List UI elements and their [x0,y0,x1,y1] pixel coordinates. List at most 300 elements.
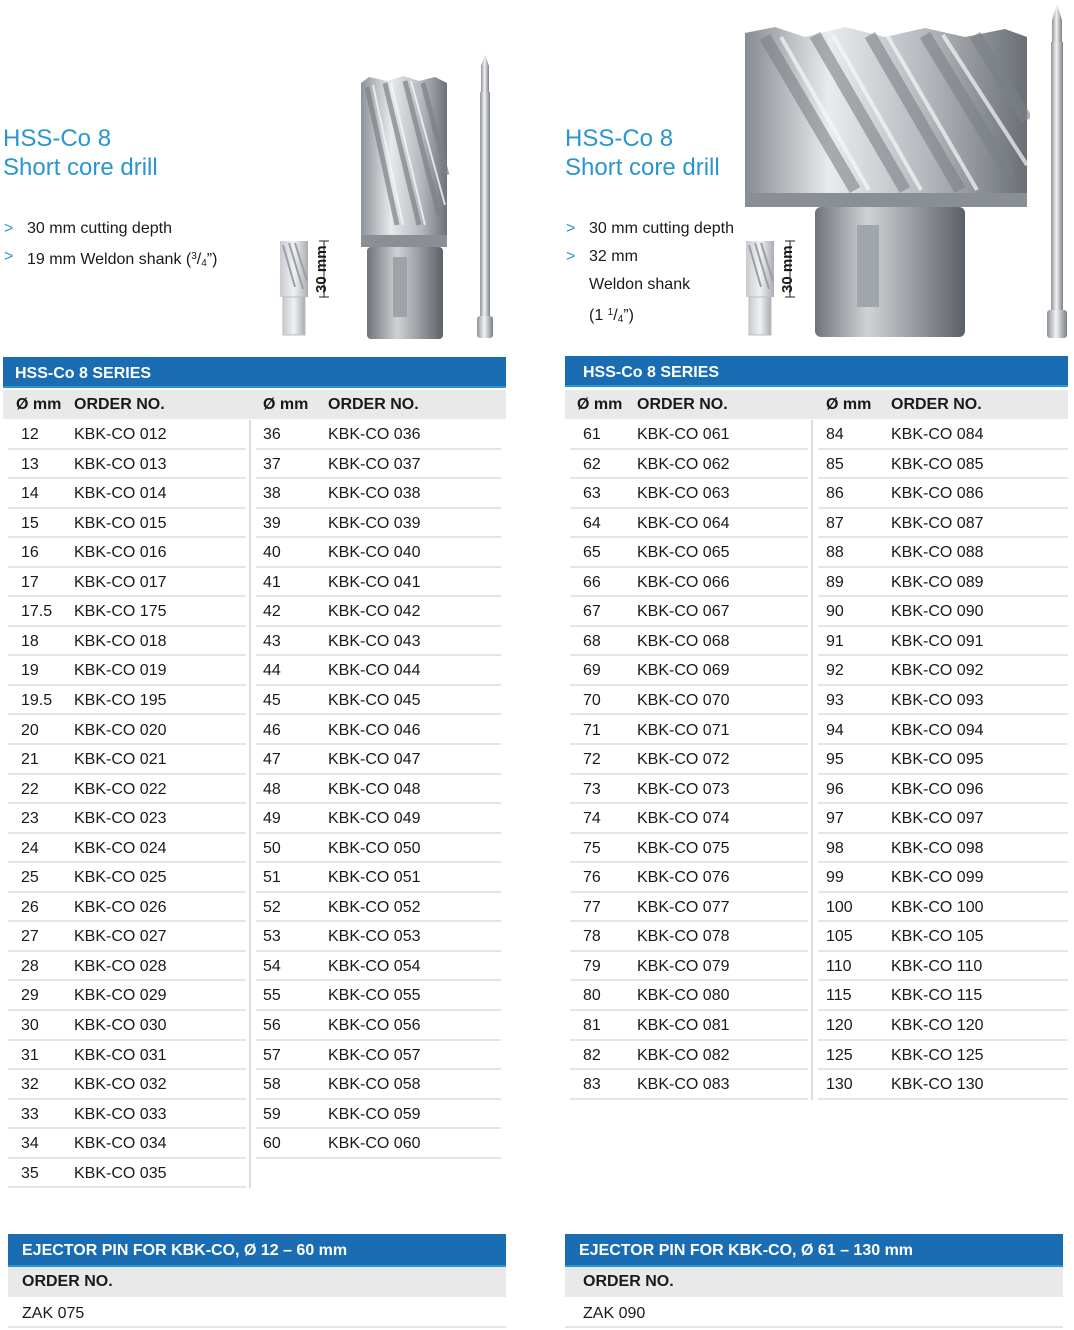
feature-text-part: 19 mm Weldon shank ( [27,251,192,268]
table-row [251,597,501,627]
fraction-numerator: 3 [191,251,197,262]
order-no-cell: KBK-CO 023 [74,810,167,828]
table-row [565,1041,808,1071]
diameter-cell: 32 [21,1076,39,1094]
table-row [813,981,1068,1011]
feature-item [565,215,734,243]
table-row [813,775,1068,805]
diameter-cell: 37 [263,455,281,473]
diameter-cell: 60 [263,1135,281,1153]
diameter-cell: 96 [826,780,844,798]
order-no-cell: KBK-CO 120 [891,1017,984,1034]
order-no-cell: KBK-CO 089 [891,573,984,591]
table-row [3,627,246,657]
table-row [251,538,501,568]
order-no-cell: KBK-CO 059 [328,1105,421,1123]
table-row [813,1041,1068,1071]
feature-text-part: ”) [206,251,218,268]
feature-text: 30 mm cutting depth [589,220,734,237]
order-no-cell: KBK-CO 016 [74,544,167,562]
order-no-cell: KBK-CO 083 [637,1076,730,1094]
order-no-cell: KBK-CO 125 [891,1046,984,1064]
core-drill-image [745,25,1030,340]
fraction-denominator: 4 [617,314,624,325]
diameter-cell: 125 [826,1046,853,1064]
diameter-cell: 14 [21,485,39,503]
table-row [813,627,1068,657]
order-no-cell: KBK-CO 099 [891,869,984,887]
diameter-cell: 51 [263,869,281,887]
diameter-cell: 77 [583,898,601,916]
order-no-cell: KBK-CO 043 [328,632,421,650]
order-no-cell: KBK-CO 088 [891,544,984,562]
table-row [251,952,501,982]
diameter-cell: 78 [583,928,601,946]
diameter-cell: 91 [826,632,844,650]
table-row [565,568,808,598]
order-no-cell: KBK-CO 025 [74,869,167,887]
table-row [251,893,501,923]
table-row [813,538,1068,568]
table-row [813,1070,1068,1100]
order-no-cell: KBK-CO 094 [891,721,984,739]
order-no-cell: KBK-CO 100 [891,898,984,916]
feature-item [3,243,217,278]
order-no-cell: KBK-CO 049 [328,810,421,828]
table-row [813,420,1068,450]
table-row [3,1100,246,1130]
product-title [565,124,720,182]
table-row [565,804,808,834]
core-drill-image [357,75,452,345]
diameter-cell: 74 [583,810,601,828]
table-row [565,1070,808,1100]
order-no-cell: KBK-CO 031 [74,1046,167,1064]
diameter-cell: 62 [583,455,601,473]
table-row [813,1011,1068,1041]
order-no-cell: KBK-CO 015 [74,514,167,532]
feature-list [565,215,734,334]
table-row [813,922,1068,952]
diameter-cell: 57 [263,1046,281,1064]
table-row [3,1070,246,1100]
order-no-cell: KBK-CO 012 [74,426,167,443]
order-no-cell: KBK-CO 028 [74,957,167,975]
table-row [3,1041,246,1071]
order-no-cell: KBK-CO 054 [328,957,421,975]
ejector-col-header: ORDER NO. [565,1267,1063,1297]
order-no-cell: KBK-CO 067 [637,603,730,621]
order-no-cell: KBK-CO 051 [328,869,421,887]
diameter-cell: 52 [263,898,281,916]
diameter-cell: 55 [263,987,281,1005]
order-no-cell: KBK-CO 039 [328,514,421,532]
table-row [813,863,1068,893]
order-no-cell: KBK-CO 097 [891,810,984,828]
order-no-cell: KBK-CO 072 [637,751,730,769]
table-row [251,479,501,509]
feature-text-line [589,299,734,334]
diameter-cell: 89 [826,573,844,591]
diameter-cell: 43 [263,632,281,650]
table-row [565,1011,808,1041]
table-row [251,627,501,657]
order-no-cell: KBK-CO 095 [891,751,984,769]
order-no-cell: KBK-CO 079 [637,957,730,975]
table-row [3,745,246,775]
diameter-cell: 70 [583,691,601,709]
table-row [813,509,1068,539]
order-no-cell: KBK-CO 082 [637,1046,730,1064]
table-row [565,775,808,805]
table-row [565,922,808,952]
diameter-cell: 38 [263,485,281,503]
order-no-cell: KBK-CO 062 [637,455,730,473]
fraction-slash: / [613,307,618,324]
feature-text-line: 32 mm [589,248,638,265]
table-row [3,1011,246,1041]
diameter-cell: 115 [826,987,852,1005]
depth-label: 30 mm [313,245,330,293]
order-no-cell: KBK-CO 081 [637,1017,730,1034]
table-row [251,834,501,864]
table-row [3,479,246,509]
order-no-cell: KBK-CO 076 [637,869,730,887]
diameter-cell: 86 [826,485,844,503]
fraction-numerator: 1 [607,307,614,318]
diameter-cell: 130 [826,1076,853,1094]
table-row [3,981,246,1011]
ejector-header: EJECTOR PIN FOR KBK-CO, Ø 12 – 60 mm [8,1234,506,1267]
table-row [3,686,246,716]
diameter-cell: 24 [21,839,39,857]
ejector-order-no: ZAK 090 [565,1299,1063,1328]
table-row [251,568,501,598]
order-no-cell: KBK-CO 090 [891,603,984,621]
ejector-header: EJECTOR PIN FOR KBK-CO, Ø 61 – 130 mm [565,1234,1063,1267]
feature-text-part: (1 [589,307,608,324]
order-no-cell: KBK-CO 115 [891,987,983,1005]
diameter-cell: 65 [583,544,601,562]
order-no-cell: KBK-CO 093 [891,691,984,709]
table-row [565,627,808,657]
col-diameter: Ø mm [263,396,309,413]
fraction-denominator: 4 [201,258,207,269]
order-no-cell: KBK-CO 024 [74,839,167,857]
diameter-cell: 82 [583,1046,601,1064]
table-row [251,450,501,480]
left-panel [3,0,509,1330]
diameter-cell: 15 [21,514,39,532]
table-row [813,716,1068,746]
table-row [251,1100,501,1130]
table-row [251,1129,501,1159]
order-no-cell: KBK-CO 080 [637,987,730,1005]
diameter-cell: 27 [21,928,39,946]
table-row [3,922,246,952]
diameter-cell: 54 [263,957,281,975]
order-no-cell: KBK-CO 044 [328,662,421,680]
table-row [813,450,1068,480]
table-row [3,716,246,746]
diameter-cell: 12 [21,426,39,443]
series-header: HSS-Co 8 SERIES [3,357,506,388]
diameter-cell: 76 [583,869,601,887]
table-row [3,656,246,686]
fraction-slash: / [196,251,202,268]
order-no-cell: KBK-CO 105 [891,928,984,946]
table-row [251,863,501,893]
col-order-no: ORDER NO. [637,396,728,413]
order-no-cell: KBK-CO 086 [891,485,984,503]
table-row [813,804,1068,834]
col-diameter: Ø mm [16,396,62,413]
pilot-pin-image [1043,2,1071,342]
order-no-cell: KBK-CO 058 [328,1076,421,1094]
chevron-right-icon: > [4,220,14,237]
order-no-cell: KBK-CO 075 [637,839,730,857]
ejector-order-no: ZAK 075 [8,1299,506,1328]
series-header: HSS-Co 8 SERIES [565,356,1068,387]
order-no-cell: KBK-CO 195 [74,691,167,709]
order-no-cell: KBK-CO 060 [328,1135,421,1153]
feature-text-part: ”) [623,307,634,324]
table-row [3,804,246,834]
order-no-cell: KBK-CO 057 [328,1046,421,1064]
diameter-cell: 99 [826,869,844,887]
table-row [3,1159,246,1189]
table-row [3,538,246,568]
col-diameter: Ø mm [577,396,623,413]
order-no-cell: KBK-CO 013 [74,455,167,473]
chevron-right-icon: > [566,248,576,265]
order-no-cell: KBK-CO 042 [328,603,421,621]
order-no-cell: KBK-CO 033 [74,1105,167,1123]
table-row [3,952,246,982]
table-row [3,834,246,864]
table-row [565,656,808,686]
table-row [3,420,246,450]
diameter-cell: 31 [21,1046,39,1064]
order-no-cell: KBK-CO 070 [637,691,730,709]
order-no-cell: KBK-CO 052 [328,898,421,916]
diameter-cell: 35 [21,1164,39,1182]
chevron-right-icon: > [4,248,14,265]
diameter-cell: 105 [826,928,853,946]
order-no-cell: KBK-CO 074 [637,810,730,828]
order-no-cell: KBK-CO 034 [74,1135,167,1153]
order-no-cell: KBK-CO 077 [637,898,730,916]
col-order-no: ORDER NO. [74,396,165,413]
diameter-cell: 41 [263,573,281,591]
diameter-cell: 18 [21,632,39,650]
diameter-cell: 66 [583,573,601,591]
table-row [3,568,246,598]
order-no-cell: KBK-CO 014 [74,485,167,503]
diameter-cell: 100 [826,898,853,916]
order-no-cell: KBK-CO 063 [637,485,730,503]
diameter-cell: 58 [263,1076,281,1094]
table-row [565,981,808,1011]
feature-list [3,215,217,278]
diameter-cell: 59 [263,1105,281,1123]
diameter-cell: 39 [263,514,281,532]
diameter-cell: 97 [826,810,844,828]
diameter-cell: 56 [263,1017,281,1034]
diameter-cell: 47 [263,751,281,769]
diameter-cell: 68 [583,632,601,650]
order-no-cell: KBK-CO 048 [328,780,421,798]
table-row [813,479,1068,509]
diameter-cell: 75 [583,839,601,857]
feature-text: 30 mm cutting depth [27,220,172,237]
product-title [3,124,158,182]
diameter-cell: 33 [21,1105,39,1123]
table-row [251,686,501,716]
diameter-cell: 34 [21,1135,39,1153]
table-row [565,745,808,775]
chevron-right-icon: > [566,220,576,237]
table-row [813,656,1068,686]
diameter-cell: 98 [826,839,844,857]
diameter-cell: 94 [826,721,844,739]
diameter-cell: 83 [583,1076,601,1094]
order-no-cell: KBK-CO 032 [74,1076,167,1094]
order-no-cell: KBK-CO 036 [328,426,421,443]
table-row [3,509,246,539]
diameter-cell: 22 [21,780,39,798]
feature-item [3,215,217,243]
order-no-cell: KBK-CO 035 [74,1164,167,1182]
table-row [3,863,246,893]
table-row [251,716,501,746]
table-row [3,450,246,480]
title-line-1: HSS-Co 8 [3,125,112,152]
diameter-cell: 17 [21,573,39,591]
diameter-cell: 23 [21,810,39,828]
table-row [813,745,1068,775]
table-row [565,893,808,923]
order-no-cell: KBK-CO 061 [637,426,730,443]
col-order-no: ORDER NO. [891,396,982,413]
order-no-cell: KBK-CO 040 [328,544,421,562]
order-no-cell: KBK-CO 046 [328,721,421,739]
diameter-cell: 90 [826,603,844,621]
table-row [3,1129,246,1159]
table-row [565,509,808,539]
order-no-cell: KBK-CO 045 [328,691,421,709]
table-row [251,656,501,686]
table-row [251,981,501,1011]
order-no-cell: KBK-CO 066 [637,573,730,591]
pilot-pin-image [473,52,497,344]
diameter-cell: 110 [826,957,852,975]
order-no-cell: KBK-CO 084 [891,426,984,443]
diameter-cell: 81 [583,1017,601,1034]
table-row [813,834,1068,864]
order-no-cell: KBK-CO 069 [637,662,730,680]
table-row [565,450,808,480]
diameter-cell: 42 [263,603,281,621]
diameter-cell: 30 [21,1017,39,1034]
order-no-cell: KBK-CO 056 [328,1017,421,1034]
diameter-cell: 13 [21,455,39,473]
diameter-cell: 53 [263,928,281,946]
table-row [565,686,808,716]
diameter-cell: 84 [826,426,844,443]
table-row [813,686,1068,716]
table-row [251,775,501,805]
table-row [251,745,501,775]
order-no-cell: KBK-CO 078 [637,928,730,946]
table-row [251,1041,501,1071]
diameter-cell: 80 [583,987,601,1005]
diameter-cell: 69 [583,662,601,680]
order-no-cell: KBK-CO 068 [637,632,730,650]
diameter-cell: 48 [263,780,281,798]
diameter-cell: 20 [21,721,39,739]
table-row [251,1070,501,1100]
diameter-cell: 28 [21,957,39,975]
diameter-cell: 73 [583,780,601,798]
title-line-2: Short core drill [565,154,720,181]
order-no-cell: KBK-CO 026 [74,898,167,916]
table-row [251,1011,501,1041]
diameter-cell: 40 [263,544,281,562]
diameter-cell: 72 [583,751,601,769]
diameter-cell: 120 [826,1017,853,1034]
diameter-cell: 19.5 [21,691,53,709]
order-no-cell: KBK-CO 050 [328,839,421,857]
diameter-cell: 85 [826,455,844,473]
table-row [565,420,808,450]
diameter-cell: 50 [263,839,281,857]
order-no-cell: KBK-CO 110 [891,957,983,975]
depth-label: 30 mm [779,245,796,293]
diameter-cell: 17.5 [21,603,53,621]
table-row [251,420,501,450]
diameter-cell: 92 [826,662,844,680]
diameter-cell: 45 [263,691,281,709]
table-row [565,863,808,893]
diameter-cell: 71 [583,721,601,739]
order-no-cell: KBK-CO 064 [637,514,730,532]
diameter-cell: 95 [826,751,844,769]
feature-item [565,243,734,334]
diameter-cell: 21 [21,751,39,769]
table-row [3,597,246,627]
table-row [251,922,501,952]
feature-text-line: Weldon shank [589,276,691,293]
column-headers [565,390,1068,419]
table-row [565,538,808,568]
order-no-cell: KBK-CO 055 [328,987,421,1005]
table-row [565,597,808,627]
table-row [251,804,501,834]
diameter-cell: 25 [21,869,39,887]
order-no-cell: KBK-CO 071 [637,721,730,739]
diameter-cell: 29 [21,987,39,1005]
order-no-cell: KBK-CO 085 [891,455,984,473]
order-no-cell: KBK-CO 027 [74,928,167,946]
order-no-cell: KBK-CO 092 [891,662,984,680]
table-row [813,597,1068,627]
title-line-2: Short core drill [3,154,158,181]
order-no-cell: KBK-CO 022 [74,780,167,798]
diameter-cell: 93 [826,691,844,709]
order-no-cell: KBK-CO 029 [74,987,167,1005]
col-order-no: ORDER NO. [328,396,419,413]
